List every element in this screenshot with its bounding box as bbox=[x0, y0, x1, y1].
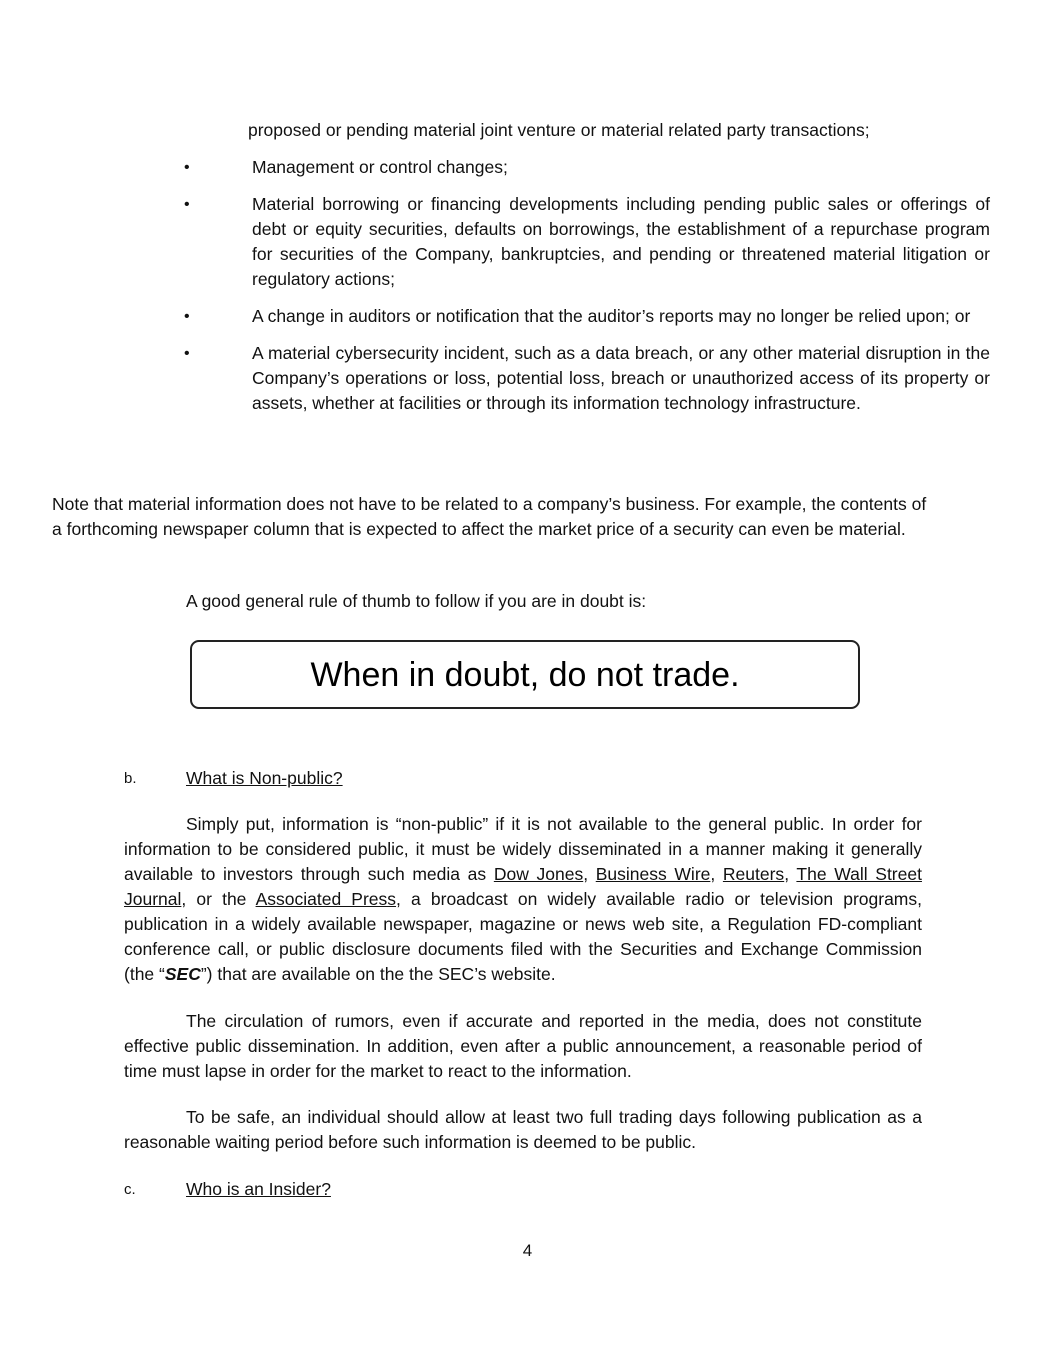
associated-press-text: Associated Press bbox=[255, 889, 397, 909]
separator: , bbox=[583, 864, 596, 884]
list-item bbox=[180, 341, 990, 416]
list-item bbox=[180, 192, 990, 292]
bullet-icon: • bbox=[184, 196, 190, 213]
list-item-text: A change in auditors or notification that the auditor’s reports may no longer be relied upon; or bbox=[252, 306, 971, 326]
wsj-text: The Wall Street Journal bbox=[124, 864, 922, 909]
paragraph-text: , a broadcast on widely available radio or television programs, publication in a widely available newspaper, magazine or news web site, a Regulation FD-compliant conference call, or public disclosure documents filed with the Securities and Exchange Commission (the “ bbox=[124, 889, 922, 984]
non-public-definition-paragraph bbox=[124, 812, 922, 987]
bullet-icon: • bbox=[184, 159, 190, 176]
section-title: Who is an Insider? bbox=[186, 1179, 331, 1199]
paragraph-text: , or the bbox=[181, 889, 256, 909]
section-heading-insider bbox=[124, 1177, 824, 1202]
list-item-text: A material cybersecurity incident, such as a data breach, or any other material disruption in the Company’s operations or loss, potential loss, breach or unauthorized access of its property or assets, whether at facilities or through its information technology infrastructure. bbox=[252, 343, 990, 413]
rule-of-thumb-intro: A good general rule of thumb to follow if you are in doubt is: bbox=[186, 591, 647, 611]
paragraph-text: ”) that are available on the the SEC’s website. bbox=[200, 964, 556, 984]
sec-defined-term: SEC bbox=[164, 964, 201, 984]
dow-jones-text: Dow Jones bbox=[493, 864, 584, 884]
list-item bbox=[180, 155, 990, 180]
continued-bullet-text: proposed or pending material joint venture or material related party transactions; bbox=[248, 120, 870, 140]
list-item bbox=[180, 304, 990, 329]
rumors-paragraph: The circulation of rumors, even if accurate and reported in the media, does not constitute effective public dissemination. In addition, even after a public announcement, a reasonable period of time must lapse in order for the market to react to the information. bbox=[124, 1011, 922, 1081]
rule-callout-text: When in doubt, do not trade. bbox=[310, 655, 740, 694]
separator: , bbox=[710, 864, 723, 884]
section-title: What is Non-public? bbox=[186, 768, 343, 788]
material-events-list bbox=[180, 155, 990, 428]
note-paragraph: Note that material information does not have to be related to a company’s business. For example, the contents of a forthcoming newspaper column that is expected to affect the market price of a security can even be material. bbox=[52, 494, 927, 539]
page-number: 4 bbox=[522, 1241, 533, 1260]
section-letter: c. bbox=[124, 1181, 136, 1198]
reuters-text: Reuters bbox=[722, 864, 785, 884]
section-letter: b. bbox=[124, 770, 137, 787]
waiting-period-paragraph: To be safe, an individual should allow at least two full trading days following publication as a reasonable waiting period before such information is deemed to be public. bbox=[124, 1107, 922, 1152]
rule-callout-box bbox=[190, 640, 860, 709]
list-item-text: Management or control changes; bbox=[252, 157, 508, 177]
bullet-icon: • bbox=[184, 308, 190, 325]
business-wire-text: Business Wire bbox=[595, 864, 711, 884]
section-heading-non-public bbox=[124, 766, 824, 791]
paragraph-text: Simply put, information is “non-public” if it is not available to the general public. In order for information to be considered public, it must be widely disseminated in a manner making it generally available to investors through such media as bbox=[124, 814, 922, 884]
bullet-icon: • bbox=[184, 345, 190, 362]
list-item-text: Material borrowing or financing developments including pending public sales or offerings of debt or equity securities, defaults on borrowings, the establishment of a repurchase program for securities of the Company, bankruptcies, and pending or threatened material litigation or regulatory actions; bbox=[252, 194, 990, 289]
separator: , bbox=[784, 864, 797, 884]
